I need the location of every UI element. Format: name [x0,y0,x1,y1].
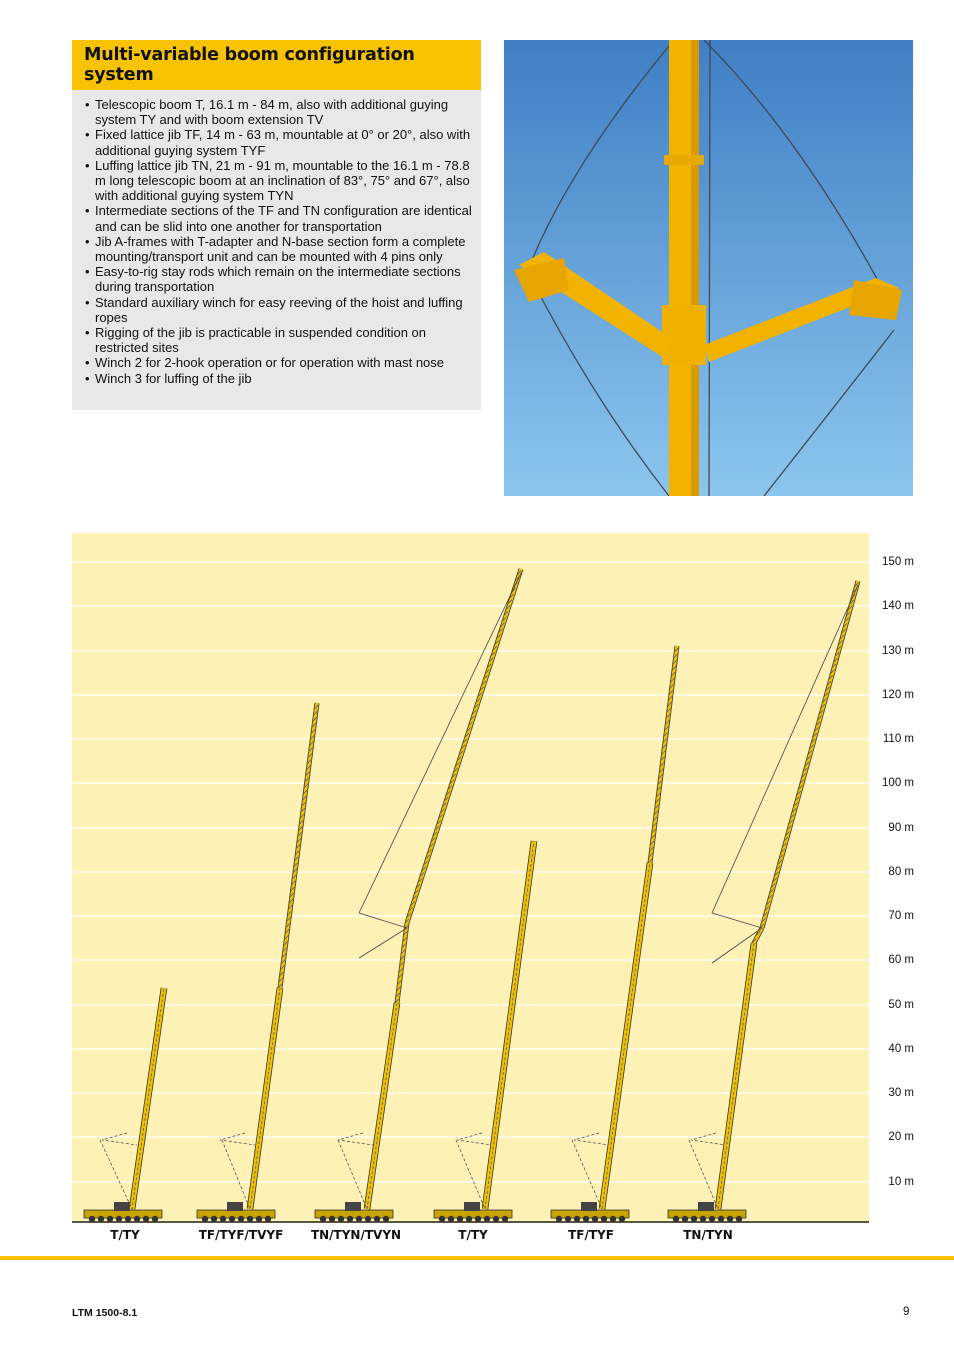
config-label-tf-tyf: TF/TYF [568,1228,614,1242]
crane-wheel [383,1216,389,1222]
height-label: 40 m [888,1043,914,1055]
crane-wheel [229,1216,235,1222]
feature-item: • Fixed lattice jib TF, 14 m - 63 m, mountable at 0° or 20°, also with additional guying system TYF [95,127,475,157]
crane-wheel [152,1216,158,1222]
height-label: 20 m [888,1131,914,1143]
crane-wheel [265,1216,271,1222]
crane-wheel [256,1216,262,1222]
lattice-jib [280,703,317,988]
crane-carrier [551,1210,629,1218]
crane-wheel [736,1216,742,1222]
jib-a-frame [359,913,407,958]
crane-wheel [592,1216,598,1222]
crane-cab [464,1202,480,1211]
crane-wheel [356,1216,362,1222]
feature-item: • Jib A-frames with T-adapter and N-base section form a complete mounting/transport unit and can be mounted with 4 pins only [95,234,475,264]
height-label: 10 m [888,1176,914,1188]
crane-wheel [493,1216,499,1222]
crane-wheel [502,1216,508,1222]
crane-cab [698,1202,714,1211]
crane-carrier [315,1210,393,1218]
crane-wheel [448,1216,454,1222]
crane-wheel [457,1216,463,1222]
crane-diagrams [72,533,869,1223]
guying-system [574,1133,609,1145]
crane-wheel [727,1216,733,1222]
crane-wheel [202,1216,208,1222]
crane-wheel [475,1216,481,1222]
crane-wheel [347,1216,353,1222]
crane-wheel [700,1216,706,1222]
height-label: 30 m [888,1087,914,1099]
crane-wheel [565,1216,571,1222]
crane-wheel [691,1216,697,1222]
crane-wheel [247,1216,253,1222]
crane-carrier [434,1210,512,1218]
feature-item: • Telescopic boom T, 16.1 m - 84 m, also with additional guying system TY and with boom extension TV [95,97,475,127]
crane-wheel [673,1216,679,1222]
config-label-tn-tyn: TN/TYN [683,1228,733,1242]
guy-rope [338,1003,397,1209]
crane-wheel [466,1216,472,1222]
guying-system [102,1133,137,1145]
crane-cab [345,1202,361,1211]
crane-carrier [84,1210,162,1218]
crane-wheel [610,1216,616,1222]
crane-wheel [365,1216,371,1222]
page-number: 9 [903,1306,910,1318]
crane-wheel [134,1216,140,1222]
crane-cab [581,1202,597,1211]
height-label: 80 m [888,866,914,878]
footer-rule [0,1256,954,1260]
height-label: 100 m [882,777,914,789]
feature-item: • Easy-to-rig stay rods which remain on the intermediate sections during transportation [95,264,475,294]
crane-carrier [668,1210,746,1218]
crane-carrier [197,1210,275,1218]
feature-list [72,90,481,386]
crane-wheel [143,1216,149,1222]
crane-wheel [125,1216,131,1222]
guying-system [457,1133,492,1145]
crane-wheel [329,1216,335,1222]
height-label: 50 m [888,999,914,1011]
crane-cab [114,1202,130,1211]
guying-system [338,1133,373,1145]
guying-system [220,1133,255,1145]
luffing-jib [762,581,858,928]
crane-boom-photo [504,40,913,496]
info-box-header [72,40,481,90]
crane-wheel [238,1216,244,1222]
height-label: 110 m [882,733,914,745]
config-label-tn-tyn-tvyn: TN/TYN/TVYN [310,1228,402,1242]
crane-wheel [601,1216,607,1222]
luffing-rope [359,573,521,913]
guy-rope [222,988,280,1209]
height-label: 120 m [882,689,914,701]
feature-item: • Winch 2 for 2-hook operation or for operation with mast nose [95,355,475,370]
config-label-tf-tyf-tvyf: TF/TYF/TVYF [198,1228,284,1242]
crane-wheel [107,1216,113,1222]
crane-wheel [709,1216,715,1222]
model-name: LTM 1500-8.1 [72,1307,138,1319]
feature-item: • Luffing lattice jib TN, 21 m - 91 m, mountable to the 16.1 m - 78.8 m long telescopic boom at an inclination of 83°, 75° and 67°, also with additional guying system TYN [95,158,475,204]
info-box-title: Multi-variable boom configuration system [84,45,415,85]
boom-configuration-diagram [72,533,869,1223]
crane-wheel [116,1216,122,1222]
luffing-base [397,923,407,1003]
config-label-t-ty-2: T/TY [458,1228,488,1242]
feature-item: • Rigging of the jib is practicable in suspended condition on restricted sites [95,325,475,355]
crane-wheel [338,1216,344,1222]
crane-wheel [556,1216,562,1222]
crane-wheel [439,1216,445,1222]
luffing-rope [712,585,858,913]
height-label: 140 m [882,600,914,612]
crane-wheel [220,1216,226,1222]
feature-item: • Winch 3 for luffing of the jib [95,371,475,386]
crane-wheel [320,1216,326,1222]
feature-item: • Intermediate sections of the TF and TN configuration are identical and can be slid into one another for transportation [95,203,475,233]
height-label: 70 m [888,910,914,922]
crane-wheel [98,1216,104,1222]
height-label: 150 m [882,556,914,568]
guying-system [691,1133,726,1145]
info-box-body [72,90,481,410]
crane-cab [227,1202,243,1211]
feature-item: • Standard auxiliary winch for easy reeving of the hoist and luffing ropes [95,295,475,325]
crane-wheel [583,1216,589,1222]
crane-wheel [682,1216,688,1222]
crane-wheel [374,1216,380,1222]
height-label: 90 m [888,822,914,834]
crane-wheel [211,1216,217,1222]
crane-wheel [574,1216,580,1222]
guy-rope [100,988,164,1209]
crane-wheel [484,1216,490,1222]
height-label: 130 m [882,645,914,657]
crane-wheel [619,1216,625,1222]
crane-wheel [89,1216,95,1222]
height-label: 60 m [888,954,914,966]
crane-wheel [718,1216,724,1222]
config-label-t-ty: T/TY [110,1228,140,1242]
luffing-jib-bracing [405,571,521,923]
